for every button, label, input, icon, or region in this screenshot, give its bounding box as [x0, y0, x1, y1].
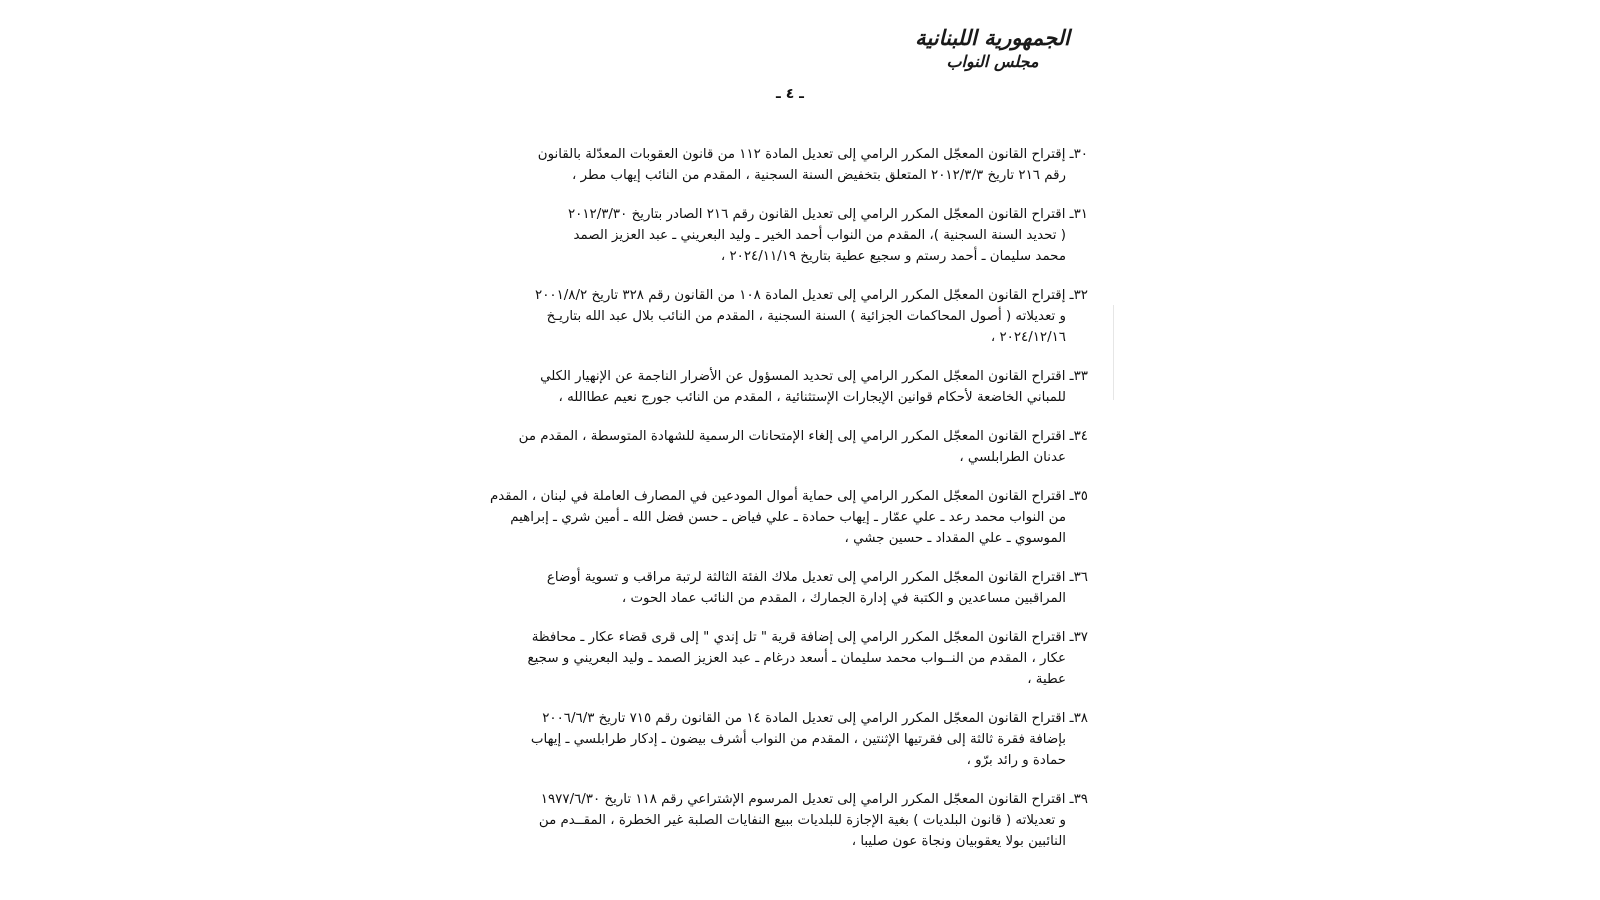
proposal-title-line: ٣٨ـ اقتراح القانون المعجّل المكرر الرامي إلى تعديل المادة ١٤ من القانون رقم ٧١٥ تاريخ ٢٠٠٦/٦/٣ — [542, 711, 1088, 726]
proposal-title-line: ٣٥ـ اقتراح القانون المعجّل المكرر الرامي إلى حماية أموال المودعين في المصارف العاملة في لبنان ، المقدم — [489, 489, 1088, 504]
proposal-text-line: الموسوي ـ علي المقداد ـ حسين جشي ، — [844, 531, 1066, 546]
proposal-text-line: ( تحديد السنة السجنية )، المقدم من النواب أحمد الخير ـ وليد البعريني ـ عبد العزيز الصمد — [573, 228, 1066, 243]
letterhead — [905, 26, 1080, 71]
proposal-item — [528, 708, 1088, 771]
proposal-text-line: و تعديلاته ( أصول المحاكمات الجزائية ) السنة السجنية ، المقدم من النائب بلال عبد الله بتاريـخ — [546, 309, 1066, 324]
proposal-title-line: ٣٦ـ اقتراح القانون المعجّل المكرر الرامي إلى تعديل ملاك الفئة الثالثة لرتبة مراقب و تسوية أوضاع — [546, 570, 1088, 585]
proposal-item — [528, 789, 1088, 852]
proposal-title-line: ٣٢ـ إقتراح القانون المعجّل المكرر الرامي إلى تعديل المادة ١٠٨ من القانون رقم ٣٢٨ تاريخ ٢٠٠١/٨/٢ — [535, 288, 1088, 303]
proposal-text-line: المراقبين مساعدين و الكتبة في إدارة الجمارك ، المقدم من النائب عماد الحوت ، — [621, 591, 1066, 606]
proposal-text-line: حمادة و رائد برّو ، — [966, 753, 1066, 768]
letterhead-republic: الجمهورية اللبنانية — [915, 25, 1070, 50]
margin-rule — [1113, 305, 1114, 400]
proposal-title-line: ٣٧ـ اقتراح القانون المعجّل المكرر الرامي إلى إضافة قرية " تل إندي " إلى قرى قضاء عكار ـ محافظة — [531, 630, 1088, 645]
proposal-title-line: ٣٠ـ إقتراح القانون المعجّل المكرر الرامي إلى تعديل المادة ١١٢ من قانون العقوبات المعدّلة بالقانون — [537, 147, 1088, 162]
page-number: ـ ٤ ـ — [776, 86, 804, 102]
proposal-text-line: بإضافة فقرة ثالثة إلى فقرتيها الإثنتين ، المقدم من النواب أشرف بيضون ـ إدكار طرابلسي ـ إيهاب — [530, 732, 1066, 747]
proposal-text-line: و تعديلاته ( قانون البلديات ) بغية الإجازة للبلديات ببيع النفايات الصلبة غير الخطرة ، المقــدم من — [538, 813, 1066, 828]
proposal-text-line: النائبين بولا يعقوبيان ونجاة عون صليبا ، — [851, 834, 1066, 849]
proposal-item — [528, 627, 1088, 690]
proposal-title-line: ٣٩ـ اقتراح القانون المعجّل المكرر الرامي إلى تعديل المرسوم الإشتراعي رقم ١١٨ تاريخ ١٩٧٧/٦/٣٠ — [540, 792, 1088, 807]
letterhead-parliament: مجلس النواب — [946, 52, 1039, 72]
proposal-item — [528, 285, 1088, 348]
proposal-title-line: ٣١ـ اقتراح القانون المعجّل المكرر الرامي إلى تعديل القانون رقم ٢١٦ الصادر بتاريخ ٢٠١٢/٣/٣٠ — [567, 207, 1088, 222]
proposal-item — [528, 567, 1088, 609]
proposal-title-line: ٣٤ـ اقتراح القانون المعجّل المكرر الرامي إلى إلغاء الإمتحانات الرسمية للشهادة المتوسطة ، المقدم من — [518, 429, 1088, 444]
proposal-text-line: عطية ، — [1027, 672, 1066, 687]
proposal-item — [528, 366, 1088, 408]
proposal-item — [528, 144, 1088, 186]
proposal-list — [489, 144, 1088, 870]
proposal-item — [528, 204, 1088, 267]
proposal-item — [489, 486, 1088, 549]
proposal-title-line: ٣٣ـ اقتراح القانون المعجّل المكرر الرامي إلى تحديد المسؤول عن الأضرار الناجمة عن الإنهيار الكلي — [540, 369, 1088, 384]
proposal-text-line: عدنان الطرابلسي ، — [959, 450, 1066, 465]
proposal-text-line: للمباني الخاضعة لأحكام قوانين الإيجارات الإستثنائية ، المقدم من النائب جورج نعيم عطاالله ، — [558, 390, 1066, 405]
proposal-text-line: محمد سليمان ـ أحمد رستم و سجيع عطية بتاريخ ٢٠٢٤/١١/١٩ ، — [720, 249, 1066, 264]
proposal-text-line: عكار ، المقدم من النــواب محمد سليمان ـ أسعد درغام ـ عبد العزيز الصمد ـ وليد البعريني و سجيع — [527, 651, 1066, 666]
proposal-text-line: رقم ٢١٦ تاريخ ٢٠١٢/٣/٣ المتعلق بتخفيض السنة السجنية ، المقدم من النائب إيهاب مطر ، — [572, 168, 1066, 183]
proposal-text-line: ٢٠٢٤/١٢/١٦ ، — [990, 330, 1066, 345]
proposal-item — [518, 426, 1088, 468]
proposal-text-line: من النواب محمد رعد ـ علي عمّار ـ إيهاب حمادة ـ علي فياض ـ حسن فضل الله ـ أمين شري ـ إبراهيم — [510, 510, 1066, 525]
